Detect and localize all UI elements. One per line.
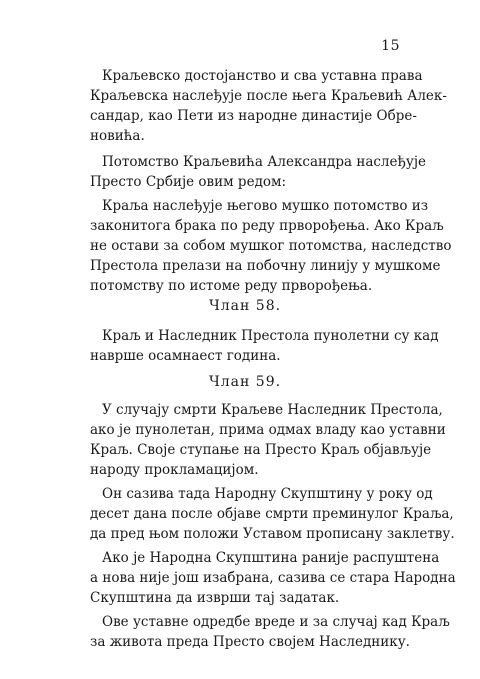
text-line: сандар, као Пети из народне династије Обре-: [90, 108, 417, 124]
page-number: 15: [381, 38, 400, 54]
text-line: Он сазива тада Народну Скупштину у року од: [102, 486, 433, 502]
text-line: Престо Србије овим редом:: [90, 174, 287, 190]
text-line: Ове уставне одредбе вреде и за случај кад Краљ: [102, 614, 450, 630]
text-line: наврше осамнаест година.: [90, 348, 281, 364]
text-line: законитога брака по реду прворођења. Ако Краљ: [90, 218, 444, 234]
text-line: Краљевска наслеђује после њега Краљевић Алек-: [90, 88, 447, 104]
text-line: не остави за собом мушког потомства, наследство: [90, 238, 452, 254]
text-line: за живота преда Престо својем Наследнику.: [90, 634, 410, 650]
paragraph-abdication: [90, 612, 450, 652]
paragraph-dissolved-assembly: [90, 548, 456, 608]
text-line: ако је пунолетан, прима одмах владу као уставни: [90, 422, 446, 438]
paragraph-majority-age: [90, 326, 439, 366]
text-line: Краља наслеђује његово мушко потомство из: [102, 198, 429, 214]
text-line: новића.: [90, 128, 145, 144]
paragraph-royal-dignity: [90, 66, 447, 146]
article-59-heading: Члан 59.: [208, 374, 282, 390]
text-line: потомству по истоме реду прворођења.: [90, 278, 373, 294]
text-line: Скупштина да изврши тај задатак.: [90, 590, 340, 606]
text-line: а нова није још изабрана, сазива се стара Народна: [90, 570, 456, 586]
paragraph-succession-order: [90, 152, 427, 192]
text-line: Краљ и Наследник Престола пунолетни су кад: [102, 328, 439, 344]
text-line: народу прокламацијом.: [90, 462, 259, 478]
paragraph-death-of-king: [90, 400, 446, 480]
paragraph-male-descendants: [90, 196, 452, 296]
text-line: Потомство Краљевића Александра наслеђује: [102, 154, 427, 170]
article-58-heading: Члан 58.: [208, 298, 282, 314]
text-line: Престола прелази на побочну линију у мушкоме: [90, 258, 441, 274]
paragraph-assembly-oath: [90, 484, 455, 544]
text-line: десет дана после објаве смрти преминулог Краља,: [90, 506, 454, 522]
text-line: У случају смрти Краљеве Наследник Престола,: [102, 402, 443, 418]
text-line: Ако је Народна Скупштина раније распуштена: [102, 550, 440, 566]
text-line: да пред њом положи Уставом прописану заклетву.: [90, 526, 455, 542]
text-line: Краљевско достојанство и сва уставна права: [102, 68, 423, 84]
text-line: Краљ. Своје ступање на Престо Краљ објављује: [90, 442, 432, 458]
